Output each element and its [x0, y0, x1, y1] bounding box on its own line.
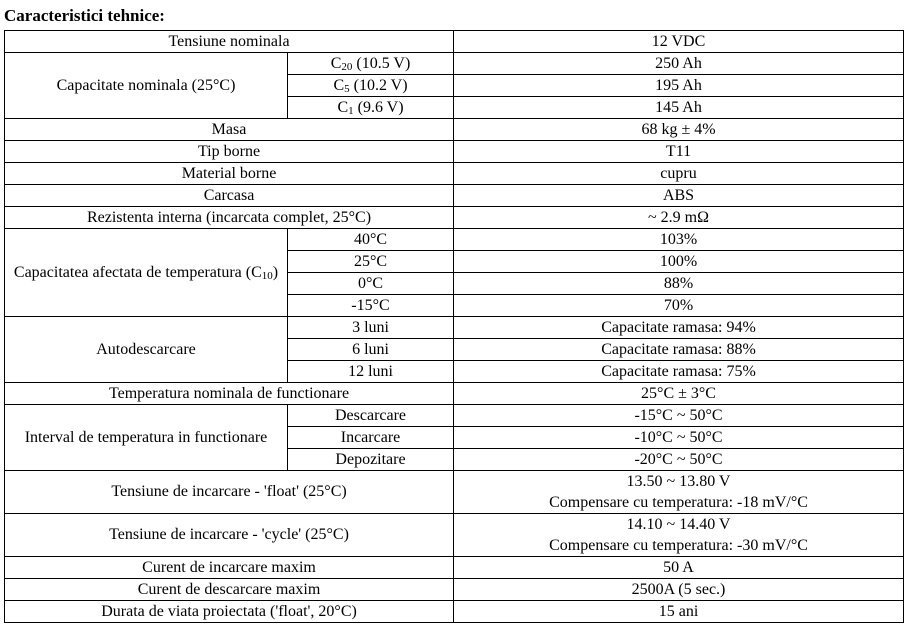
table-row [5, 229, 904, 251]
row-label: Curent de descarcare maxim [5, 579, 454, 601]
table-row [5, 185, 904, 207]
sub-label: $C_1$ (9.6 V) [288, 97, 454, 119]
sub-label: 0°C [288, 273, 454, 295]
row-value: 250 Ah [454, 53, 904, 75]
table-row [5, 31, 904, 53]
row-label: Durata de viata proiectata ('float', 20°C) [5, 601, 454, 623]
sub-label: $C_{20}$ (10.5 V) [288, 53, 454, 75]
row-value: 50 A [454, 557, 904, 579]
row-label: Carcasa [5, 185, 454, 207]
table-row [5, 119, 904, 141]
row-label: Capacitate nominala (25°C) [5, 53, 288, 119]
table-row [5, 383, 904, 405]
row-value: 25°C ± 3°C [454, 383, 904, 405]
row-label: Capacitatea afectata de temperatura $(C_{10})$ [5, 229, 288, 317]
table-row [5, 514, 904, 557]
row-value: Capacitate ramasa: 94% [454, 317, 904, 339]
row-label: Rezistenta interna (incarcata complet, 25°C) [5, 207, 454, 229]
row-label: Tip borne [5, 141, 454, 163]
row-value: ABS [454, 185, 904, 207]
table-row [5, 163, 904, 185]
sub-label: -15°C [288, 295, 454, 317]
sub-label: 40°C [288, 229, 454, 251]
sub-label: Incarcare [288, 427, 454, 449]
row-label: Temperatura nominala de functionare [5, 383, 454, 405]
table-row [5, 317, 904, 339]
row-value: cupru [454, 163, 904, 185]
row-value: 68 kg ± 4% [454, 119, 904, 141]
row-value: T11 [454, 141, 904, 163]
row-value: ~ 2.9 mΩ [454, 207, 904, 229]
sub-label: 25°C [288, 251, 454, 273]
row-label: Tensiune de incarcare - 'cycle' (25°C) [5, 514, 454, 557]
row-value: 145 Ah [454, 97, 904, 119]
table-row [5, 405, 904, 427]
sub-label: 3 luni [288, 317, 454, 339]
row-value: -15°C ~ 50°C [454, 405, 904, 427]
row-value: 195 Ah [454, 75, 904, 97]
table-row [5, 53, 904, 75]
row-value: -20°C ~ 50°C [454, 449, 904, 471]
row-value: 12 VDC [454, 31, 904, 53]
row-label: Curent de incarcare maxim [5, 557, 454, 579]
row-label: Material borne [5, 163, 454, 185]
table-row [5, 471, 904, 514]
table-row [5, 601, 904, 623]
row-label: Autodescarcare [5, 317, 288, 383]
table-row [5, 207, 904, 229]
row-label: Tensiune nominala [5, 31, 454, 53]
row-value: 13.50 ~ 13.80 V Compensare cu temperatura: -18 mV/°C [454, 471, 904, 514]
row-value: 100% [454, 251, 904, 273]
sub-label: Descarcare [288, 405, 454, 427]
sub-label: Depozitare [288, 449, 454, 471]
row-value: 2500A (5 sec.) [454, 579, 904, 601]
row-value: 88% [454, 273, 904, 295]
row-value: -10°C ~ 50°C [454, 427, 904, 449]
row-value: 70% [454, 295, 904, 317]
row-value: 103% [454, 229, 904, 251]
row-value: 14.10 ~ 14.40 V Compensare cu temperatura: -30 mV/°C [454, 514, 904, 557]
sub-label: 12 luni [288, 361, 454, 383]
row-label: Tensiune de incarcare - 'float' (25°C) [5, 471, 454, 514]
page-title: Caracteristici tehnice: [4, 6, 165, 25]
sub-label: $C_5$ (10.2 V) [288, 75, 454, 97]
sub-label: 6 luni [288, 339, 454, 361]
row-value: 15 ani [454, 601, 904, 623]
row-value: Capacitate ramasa: 75% [454, 361, 904, 383]
row-label: Masa [5, 119, 454, 141]
table-row [5, 557, 904, 579]
spec-table [4, 30, 904, 623]
table-row [5, 141, 904, 163]
table-row [5, 579, 904, 601]
row-label: Interval de temperatura in functionare [5, 405, 288, 471]
row-value: Capacitate ramasa: 88% [454, 339, 904, 361]
